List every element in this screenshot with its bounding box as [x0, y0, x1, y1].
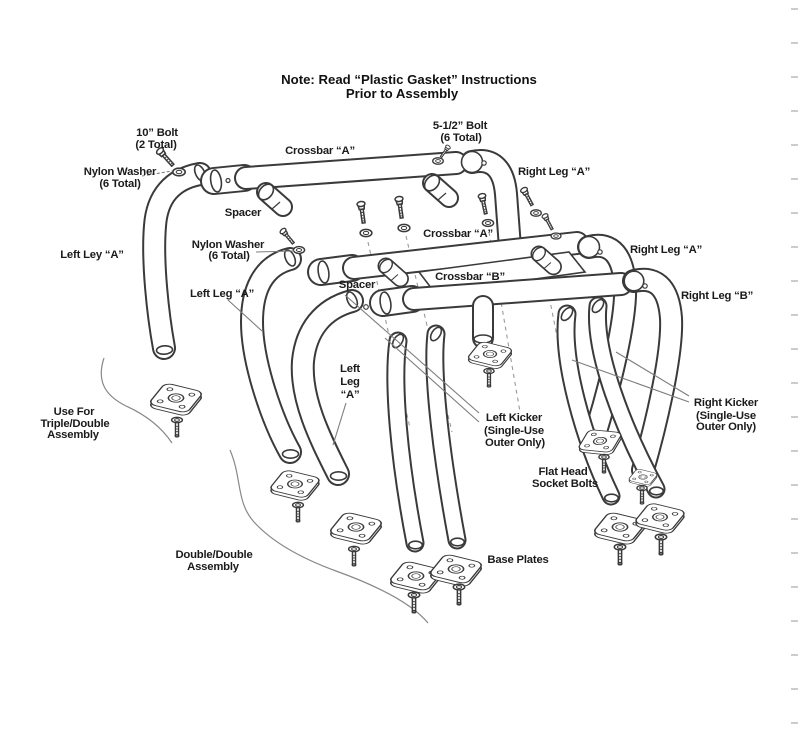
washer-part — [551, 233, 561, 239]
label-double-double-2: Assembly — [187, 561, 239, 573]
flat-head-bolt — [172, 417, 183, 437]
label-left-leg-a: Left Leg “A” — [189, 288, 255, 300]
flat-head-bolt — [408, 592, 419, 613]
washer-part — [360, 229, 372, 236]
flat-head-bolt — [293, 502, 304, 522]
crossbar-a-top-part — [209, 163, 456, 193]
label-right-leg-a-top: Right Leg “A” — [517, 166, 591, 178]
spacer-part-top-right — [422, 172, 449, 200]
label-double-double-1: Double/Double — [175, 549, 253, 561]
label-right-kicker-3: Outer Only) — [696, 421, 756, 433]
label-bolt-5-half: 5-1/2” Bolt — [432, 120, 488, 132]
washer-part — [398, 224, 410, 231]
left-ley-a-part — [154, 163, 207, 354]
left-leg-a-mid-part — [252, 248, 299, 458]
leg-socket-joint — [462, 152, 483, 173]
label-use-for-1: Use For — [53, 406, 95, 418]
flat-head-bolt — [484, 368, 494, 386]
flat-head-bolt — [453, 584, 464, 605]
label-bolt-10-qty: (2 Total) — [135, 139, 177, 151]
left-kicker-back-part — [390, 332, 422, 548]
label-base-plates: Base Plates — [487, 554, 549, 566]
label-crossbar-b: Crossbar “B” — [435, 271, 505, 283]
joint-hole — [482, 161, 486, 165]
label-left-leg-a-stacked-3: “A” — [340, 389, 360, 401]
left-kicker-front-part — [428, 325, 464, 545]
label-left-leg-a-stacked-2: Leg — [340, 376, 360, 388]
label-right-leg-a-mid: Right Leg “A” — [629, 244, 703, 256]
base-plate — [466, 341, 513, 370]
note-title-line2: Prior to Assembly — [345, 86, 459, 101]
label-nylon-washer-mid: Nylon Washer — [191, 239, 265, 251]
bolt-part — [520, 186, 535, 206]
flat-head-bolt — [655, 534, 666, 555]
label-right-leg-b: Right Leg “B” — [680, 290, 754, 302]
label-flat-head-2: Socket Bolts — [531, 478, 599, 490]
double-double-assembly — [252, 186, 671, 548]
center-mount-post — [474, 306, 492, 343]
label-crossbar-a-mid: Crossbar “A” — [423, 228, 493, 240]
label-use-for-3: Assembly — [47, 429, 99, 441]
label-bolt-10: 10” Bolt — [136, 127, 178, 139]
crossbar-b-part — [379, 284, 621, 315]
label-crossbar-a-top: Crossbar “A” — [285, 145, 355, 157]
label-flat-head-1: Flat Head — [538, 466, 588, 478]
bolt-part — [541, 213, 555, 231]
note-title-line1: Note: Read “Plastic Gasket” Instructions — [281, 72, 537, 87]
label-right-kicker-1: Right Kicker — [693, 397, 759, 409]
label-nylon-washer-mid-qty: (6 Total) — [208, 250, 250, 262]
label-left-kicker-2: (Single-Use — [484, 425, 544, 437]
label-use-for-2: Triple/Double — [40, 418, 110, 430]
nylon-washer-part-top — [173, 168, 185, 176]
base-plate — [148, 383, 203, 417]
flat-head-bolt — [614, 544, 625, 565]
label-left-kicker-3: Outer Only) — [485, 437, 545, 449]
washer-part — [433, 158, 444, 164]
label-spacer-mid: Spacer — [338, 279, 376, 291]
flat-head-bolt — [349, 546, 360, 566]
bolt-part — [357, 201, 368, 223]
washer-part — [531, 210, 542, 216]
flat-head-bolt — [637, 485, 647, 503]
label-left-leg-a-stacked-1: Left — [340, 363, 360, 375]
label-bolt-5-half-qty: (6 Total) — [440, 132, 482, 144]
label-spacer-top: Spacer — [224, 207, 262, 219]
base-plate — [269, 470, 322, 502]
bolt-part — [395, 196, 406, 218]
label-left-ley-a: Left Ley “A” — [60, 249, 124, 261]
label-right-kicker-2: (Single-Use — [696, 410, 756, 422]
washer-part — [482, 220, 493, 227]
nylon-washer-part-mid — [293, 247, 304, 254]
base-plate — [328, 512, 383, 546]
bolt-part — [279, 227, 296, 245]
label-left-kicker-1: Left Kicker — [485, 412, 543, 424]
label-nylon-washer-top: Nylon Washer — [83, 166, 157, 178]
bolt-part — [478, 193, 490, 215]
label-nylon-washer-top-qty: (6 Total) — [99, 178, 141, 190]
